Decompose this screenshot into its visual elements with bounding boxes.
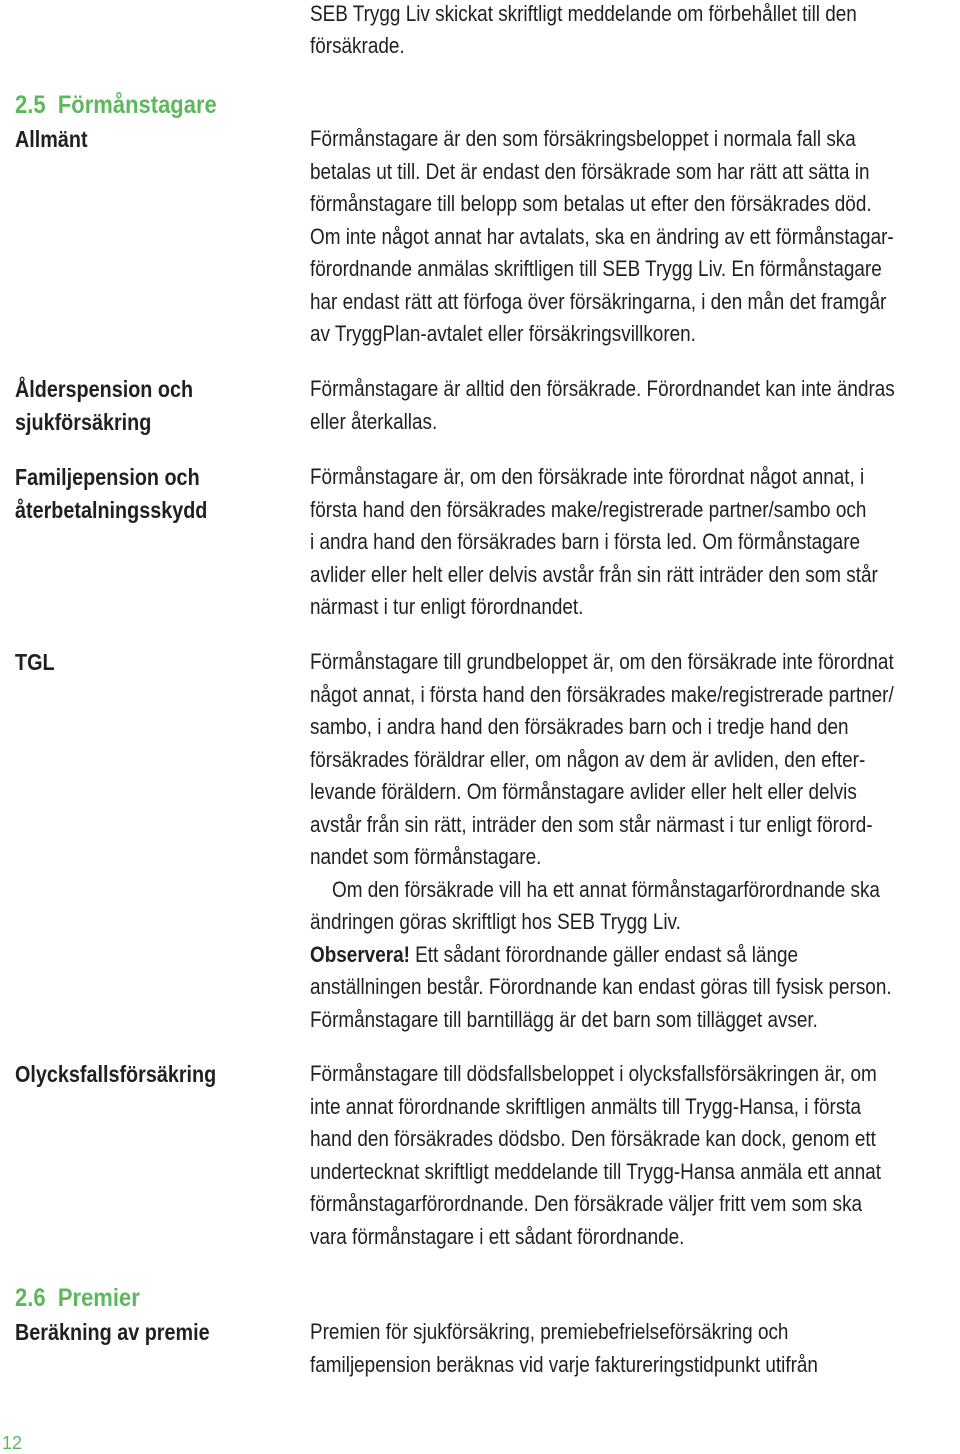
subheading-alderspension-line-1: Ålderspension och — [15, 376, 194, 402]
paragraph-line: ändringen göras skriftligt hos SEB Trygg Liv. — [310, 909, 681, 934]
intro-line-2: försäkrade. — [310, 33, 405, 58]
subheading-familjepension-line-2: återbetalningsskydd — [15, 496, 208, 523]
paragraph-line: avstår från sin rätt, inträder den som står närmast i tur enligt förord- — [310, 811, 873, 837]
paragraph-line: i andra hand den försäkrades barn i första led. Om förmånstagare — [310, 529, 861, 554]
section-number: 2.6 — [15, 1284, 46, 1312]
paragraph-line: avlider eller helt eller delvis avstår från sin rätt inträder den som står — [310, 561, 878, 587]
observera-text: Ett sådant förordnande gäller endast så länge — [409, 941, 799, 967]
subheading-familjepension-line-1: Familjepension och — [15, 464, 200, 490]
paragraph-line: av TryggPlan-avtalet eller försäkringsvillkoren. — [310, 321, 696, 346]
paragraph-line: Om inte något annat har avtalats, ska en ändring av ett förmånstagar- — [310, 223, 894, 249]
paragraph-line: förmånstagarförordnande. Den försäkrade väljer fritt vem som ska — [310, 1191, 863, 1216]
section-title: Förmånstagare — [57, 91, 217, 119]
paragraph-line: Förmånstagare till barntillägg är det barn som tillägget avser. — [310, 1006, 818, 1032]
section-heading-2-6 — [15, 1283, 140, 1313]
page-number: 12 — [2, 1433, 23, 1453]
observera-line — [310, 941, 798, 969]
intro-line-1: SEB Trygg Liv skickat skriftligt meddelande om förbehållet till den — [310, 1, 857, 26]
paragraph-line: Förmånstagare är, om den försäkrade inte förordnat något annat, i — [310, 464, 865, 489]
subheading-olycksfall: Olycksfallsförsäkring — [15, 1061, 217, 1087]
paragraph-line: undertecknat skriftligt meddelande till Trygg-Hansa anmäla ett annat — [310, 1158, 882, 1184]
paragraph-line: försäkrades föräldrar eller, om någon av dem är avliden, den efter- — [310, 746, 866, 772]
paragraph-line: vara förmånstagare i ett sådant förordnande. — [310, 1223, 685, 1249]
paragraph-line: nandet som förmånstagare. — [310, 844, 542, 869]
paragraph-line: levande föräldern. Om förmånstagare avlider eller helt eller delvis — [310, 779, 857, 804]
paragraph-line: betalas ut till. Det är endast den försäkrade som har rätt att sätta in — [310, 158, 870, 184]
paragraph-line: eller återkallas. — [310, 408, 438, 434]
subheading-tgl: TGL — [15, 649, 55, 675]
section-title: Premier — [57, 1284, 140, 1312]
paragraph-line: något annat, i första hand den försäkrades make/registrerade partner/ — [310, 681, 894, 707]
paragraph-line: Förmånstagare är alltid den försäkrade. Förordnandet kan inte ändras — [310, 376, 895, 401]
paragraph-line: hand den försäkrades dödsbo. Den försäkrade kan dock, genom ett — [310, 1126, 876, 1151]
paragraph-line: förordnande anmälas skriftligen till SEB Trygg Liv. En förmånstagare — [310, 256, 882, 281]
paragraph-line: förmånstagare till belopp som betalas ut efter den försäkrades död. — [310, 191, 872, 216]
subheading-berakning: Beräkning av premie — [15, 1319, 210, 1345]
paragraph-line: första hand den försäkrades make/registrerade partner/sambo och — [310, 496, 867, 522]
paragraph-line: har endast rätt att förfoga över försäkringarna, i den mån det framgår — [310, 288, 887, 314]
paragraph-line-indented: Om den försäkrade vill ha ett annat förmånstagarförordnande ska — [332, 876, 880, 902]
subheading-allmant: Allmänt — [15, 126, 88, 152]
section-heading-2-5 — [15, 90, 217, 120]
paragraph-line: familjepension beräknas vid varje faktureringstidpunkt utifrån — [310, 1351, 818, 1377]
subheading-alderspension-line-2: sjukförsäkring — [15, 408, 152, 435]
paragraph-line: närmast i tur enligt förordnandet. — [310, 594, 584, 619]
paragraph-line: Förmånstagare till grundbeloppet är, om den försäkrade inte förordnat — [310, 649, 894, 674]
paragraph-line: Premien för sjukförsäkring, premiebefrielseförsäkring och — [310, 1319, 789, 1344]
paragraph-line: anställningen består. Förordnande kan endast göras till fysisk person. — [310, 974, 892, 999]
paragraph-line: Förmånstagare är den som försäkringsbeloppet i normala fall ska — [310, 126, 856, 151]
observera-label: Observera! — [310, 941, 410, 967]
section-number: 2.5 — [15, 91, 46, 119]
paragraph-line: inte annat förordnande skriftligen anmälts till Trygg-Hansa, i första — [310, 1093, 862, 1119]
paragraph-line: sambo, i andra hand den försäkrades barn och i tredje hand den — [310, 714, 849, 739]
paragraph-line: Förmånstagare till dödsfallsbeloppet i olycksfallsförsäkringen är, om — [310, 1061, 877, 1086]
